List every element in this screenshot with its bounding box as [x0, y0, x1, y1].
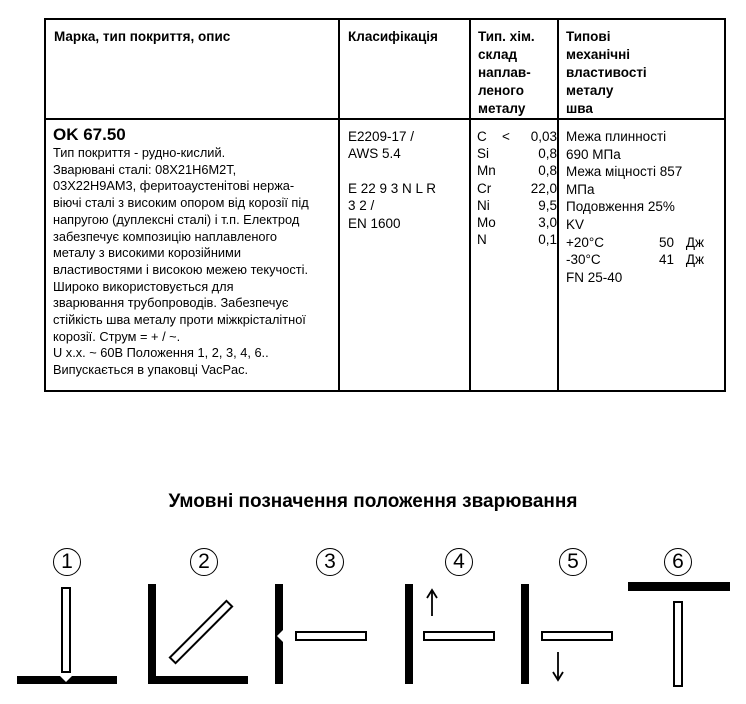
classification-en: E 22 9 3 N L R — [348, 180, 437, 196]
position-number: 3 — [316, 548, 344, 576]
position-5-vertical-down-icon — [516, 582, 626, 692]
brand-name: OK 67.50 — [53, 125, 126, 144]
classification-aws: E2209-17 / — [348, 129, 415, 144]
chem-row: Mo 3,0 — [477, 214, 557, 230]
position-6-overhead-icon — [624, 578, 734, 690]
position-number: 6 — [664, 548, 692, 576]
brand-cell — [53, 125, 335, 379]
chem-row: N 0,1 — [477, 232, 557, 248]
strength-label: Межа міцності 857 — [566, 164, 683, 180]
kv-row: +20°C 50 Дж — [566, 234, 704, 250]
yield-label: Межа плинності — [566, 129, 667, 144]
position-2-horizontal-vertical-icon — [143, 582, 253, 692]
chem-row: C < 0,03 — [477, 129, 557, 144]
position-1-flat-icon — [14, 582, 124, 692]
yield-value: 690 МПа — [566, 146, 621, 162]
column-divider — [557, 20, 559, 390]
column-divider — [469, 20, 471, 390]
header-divider — [46, 118, 724, 120]
chem-row: Si 0,8 — [477, 146, 557, 162]
position-3-horizontal-icon — [270, 582, 380, 692]
classification-en-std: EN 1600 — [348, 215, 401, 231]
column-divider — [338, 20, 340, 390]
ferrite-number: FN 25-40 — [566, 269, 623, 285]
position-number: 1 — [53, 548, 81, 576]
position-4-vertical-up-icon — [400, 582, 510, 692]
position-number: 5 — [559, 548, 587, 576]
electrode-table — [44, 18, 726, 392]
header-chemical-composition: Тип. хім. склад наплав- леного металу — [478, 29, 535, 116]
header-mechanical-properties: Типові механічні властивості металу шва — [566, 29, 647, 116]
kv-row: -30°C 41 Дж — [566, 252, 704, 268]
classification-en-cont: 3 2 / — [348, 198, 375, 214]
brand-description: Тип покриття - рудно-кислий. Зварювані сталі: 08Х21Н6М2Т, 03Х22Н9АМ3, феритоаустенітові нержа- віючі сталі з високим опором від корозії під напругою (дуплексні сталі) і т.п. Електрод забезпечує композицію наплавленого металу з високими корозійними властивостями і високою межею текучості. Широко використовується для зварювання трубопроводів. Забезпечує стійкість шва металу проти міжкрісталітної корозії. Струм = + / ~. U х.х. ~ 60В Положення 1, 2, 3, 4, 6.. Випускається в упаковці VacPac. — [53, 145, 309, 378]
position-number: 2 — [190, 548, 218, 576]
position-number: 4 — [445, 548, 473, 576]
header-classification: Класифікація — [348, 29, 438, 44]
mechanical-cell — [566, 128, 716, 286]
chem-row: Cr 22,0 — [477, 180, 557, 196]
kv-label: KV — [566, 216, 585, 232]
legend-title: Умовні позначення положення зварювання — [168, 491, 578, 512]
header-brand-type-description: Марка, тип покриття, опис — [54, 29, 231, 44]
chem-row: Mn 0,8 — [477, 163, 557, 179]
classification-aws-std: AWS 5.4 — [348, 146, 401, 162]
elongation: Подовження 25% — [566, 199, 675, 215]
strength-unit: МПа — [566, 181, 595, 197]
chemistry-cell — [477, 128, 557, 248]
classification-cell — [348, 128, 466, 232]
chem-row: Ni 9,5 — [477, 197, 557, 213]
